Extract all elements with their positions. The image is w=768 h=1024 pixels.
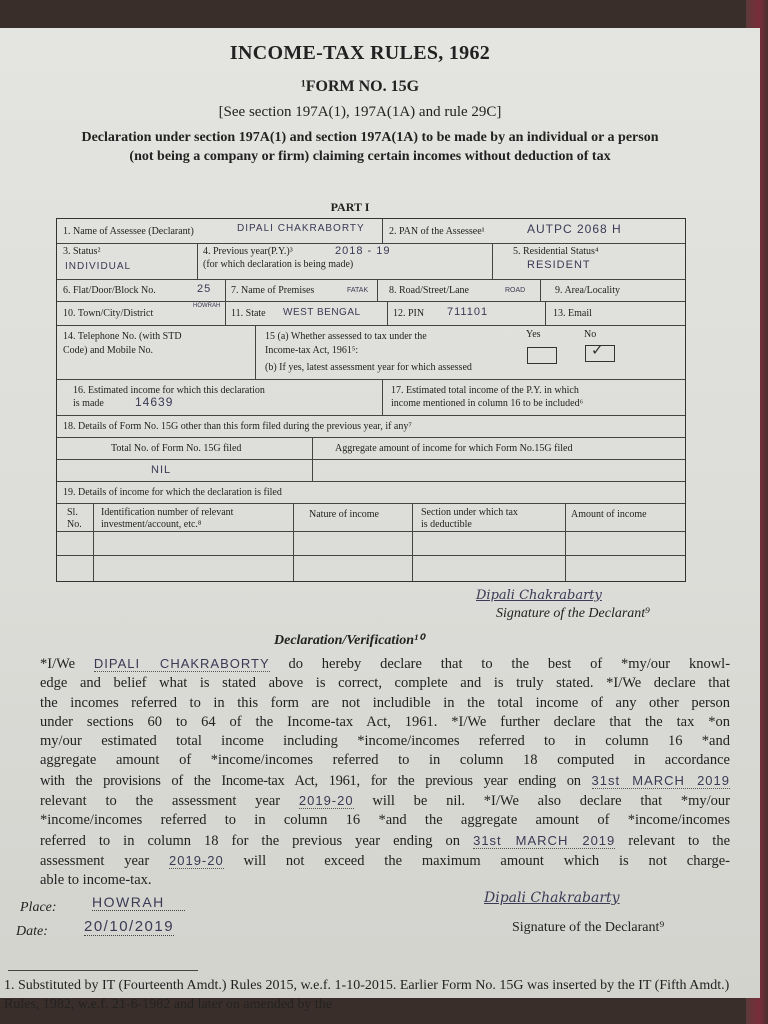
row-divider [57, 503, 685, 504]
place-value: HOWRAH [92, 894, 185, 911]
section-header-2: is deductible [421, 519, 472, 530]
total-income-label-2: income mentioned in column 16 to be included⁶ [391, 398, 584, 409]
text-line: under sections 60 to 64 of the Income-tax Act, 1961. *I/We further declare that the tax *on [40, 713, 730, 730]
identification-header-2: investment/account, etc.⁸ [101, 519, 202, 530]
text-fragment: relevant to the [628, 832, 731, 849]
assessed-label: 15 (a) Whether assessed to tax under the [265, 331, 427, 342]
status-value: INDIVIDUAL [65, 261, 132, 272]
assessment-year-label: (b) If yes, latest assessment year for which assessed [265, 362, 472, 373]
declaration-heading: Declaration under section 197A(1) and section 197A(1A) to be made by an individual or a person (not being a company or firm) claiming certain incomes without deduction of tax [81, 130, 659, 164]
col-divider [540, 279, 541, 301]
assessment-year-fill-2: 2019-20 [169, 852, 224, 868]
telephone-label-2: Code) and Mobile No. [63, 345, 153, 356]
amount-header: Amount of income [571, 509, 647, 520]
date-label: Date: [16, 924, 48, 939]
name-label: 1. Name of Assessee (Declarant) [63, 226, 194, 237]
premises-label: 7. Name of Premises [231, 285, 315, 296]
declaration-text [40, 654, 730, 891]
year-end-date-fill-2: 31st MARCH 2019 [473, 832, 616, 848]
text-line: *income/incomes referred to in column 16 *and the aggregate amount of *income/incomes [40, 812, 730, 829]
check-mark-icon: ✓ [591, 341, 604, 359]
row-divider [57, 437, 685, 438]
text-line: the incomes referred to in this form are not includible in the total income of any other person [40, 694, 730, 711]
estimated-income-label: 16. Estimated income for which this declaration [73, 385, 265, 396]
col-divider [377, 279, 378, 301]
premises-value: FATAK [347, 287, 369, 294]
previous-year-value: 2018 - 19 [335, 245, 391, 257]
row-divider [57, 325, 685, 326]
col-divider [387, 301, 388, 325]
telephone-label: 14. Telephone No. (with STD [63, 331, 182, 342]
estimated-income-label-2: is made [73, 398, 104, 409]
row-divider [57, 459, 685, 460]
col-divider [255, 325, 256, 379]
form-page [0, 28, 760, 1012]
total-forms-value: NIL [151, 464, 172, 476]
row-divider [57, 279, 685, 280]
part-label: PART I [330, 200, 370, 214]
estimated-income-value: 14639 [135, 395, 174, 409]
section-header: Section under which tax [421, 507, 518, 518]
text-line: able to income-tax. [40, 872, 152, 889]
sl-no-header-2: No. [67, 519, 82, 530]
aggregate-amount-header: Aggregate amount of income for which Form No.15G filed [335, 443, 573, 454]
area-label: 9. Area/Locality [555, 285, 620, 296]
col-divider [312, 437, 313, 481]
text-fragment: will be nil. *I/We also declare that *my/our [372, 793, 730, 810]
col-divider [412, 503, 413, 581]
flat-label: 6. Flat/Door/Block No. [63, 285, 156, 296]
residential-status-value: RESIDENT [527, 259, 591, 271]
year-end-date-fill: 31st MARCH 2019 [591, 772, 730, 788]
other-forms-label: 18. Details of Form No. 15G other than this form filed during the previous year, if any⁷ [63, 421, 412, 432]
place-label: Place: [20, 900, 57, 915]
signature-label: Signature of the Declarant⁹ [496, 606, 651, 621]
town-label: 10. Town/City/District [63, 308, 154, 319]
col-divider [382, 219, 383, 243]
col-divider [93, 503, 94, 581]
signature-label-2: Signature of the Declarant⁹ [512, 920, 665, 935]
row-divider [57, 531, 685, 532]
see-section: [See section 197A(1), 197A(1A) and rule 29C] [218, 104, 502, 120]
rules-title: INCOME-TAX RULES, 1962 [229, 42, 491, 64]
town-value: HOWRAH [193, 303, 221, 309]
declarant-name-fill: DIPALI CHAKRABORTY [93, 656, 270, 671]
declarant-signature-2: Dipali Chakrabarty [484, 890, 620, 906]
row-divider [57, 301, 685, 302]
pan-value: AUTPC 2068 H [527, 222, 622, 236]
total-income-label: 17. Estimated total income of the P.Y. in which [391, 385, 579, 396]
text-fragment: will not exceed the maximum amount which is not charge- [243, 852, 730, 869]
yes-label: Yes [526, 329, 541, 340]
nature-header: Nature of income [309, 509, 379, 520]
col-divider [565, 503, 566, 581]
road-label: 8. Road/Street/Lane [389, 285, 469, 296]
declaration-title: Declaration/Verification¹⁰ [274, 633, 424, 648]
text-line: edge and belief what is stated above is correct, complete and is truly stated. *I/We declare that [40, 675, 730, 692]
road-value: ROAD [505, 287, 526, 294]
row-divider [57, 555, 685, 556]
text-line: aggregate amount of *income/incomes referred to in column 18 computed in accordance [40, 752, 730, 769]
col-divider [492, 243, 493, 279]
text-fragment: relevant to the assessment year [40, 793, 281, 810]
pan-label: 2. PAN of the Assessee¹ [389, 226, 485, 237]
footnote-rule [8, 970, 198, 971]
text-fragment: *I/We [40, 656, 76, 672]
text-line: my/our estimated total income including *income/incomes referred to in column 16 *and [40, 733, 730, 750]
text-fragment: do hereby declare that to the best of *my/our knowl- [288, 656, 731, 672]
assessment-year-fill: 2019-20 [298, 793, 354, 809]
col-divider [225, 279, 226, 301]
status-label: 3. Status² [63, 246, 101, 257]
row-divider [57, 379, 685, 380]
assessed-label-2: Income-tax Act, 1961⁵: [265, 345, 359, 356]
col-divider [225, 301, 226, 325]
row-divider [57, 415, 685, 416]
yes-checkbox[interactable] [527, 347, 557, 364]
pin-label: 12. PIN [393, 308, 425, 319]
text-fragment: with the provisions of the Income-tax Act, 1961, for the previous year ending on [40, 772, 581, 789]
income-details-label: 19. Details of income for which the declaration is filed [63, 487, 282, 498]
previous-year-sub: (for which declaration is being made) [203, 259, 354, 270]
name-value: DIPALI CHAKRABORTY [237, 223, 365, 234]
form-number: ¹FORM NO. 15G [300, 78, 420, 95]
row-divider [57, 243, 685, 244]
email-label: 13. Email [553, 308, 592, 319]
residential-status-label: 5. Residential Status⁴ [513, 246, 599, 257]
flat-value: 25 [197, 283, 212, 295]
pin-value: 711101 [447, 306, 489, 318]
state-label: 11. State [231, 308, 266, 319]
col-divider [197, 243, 198, 279]
col-divider [382, 379, 383, 415]
state-value: WEST BENGAL [283, 307, 361, 318]
previous-year-label: 4. Previous year(P.Y.)³ [203, 246, 293, 257]
text-fragment: referred to in column 18 for the previous year ending on [40, 832, 461, 849]
footnote: 1. Substituted by IT (Fourteenth Amdt.) Rules 2015, w.e.f. 1-10-2015. Earlier Form No. 15G was inserted by the IT (Fifth Amdt.) Rules, 1982, w.e.f. 21-6-1982 and later on amended by the [4, 978, 730, 1012]
total-forms-header: Total No. of Form No. 15G filed [111, 443, 242, 454]
sl-no-header: Sl. [67, 507, 78, 518]
text-fragment: assessment year [40, 852, 150, 869]
col-divider [293, 503, 294, 581]
identification-header: Identification number of relevant [101, 507, 234, 518]
no-label: No [584, 329, 597, 340]
form-table [56, 218, 686, 582]
row-divider [57, 481, 685, 482]
date-value: 20/10/2019 [84, 918, 175, 935]
col-divider [545, 301, 546, 325]
declarant-signature: Dipali Chakrabarty [476, 588, 602, 603]
